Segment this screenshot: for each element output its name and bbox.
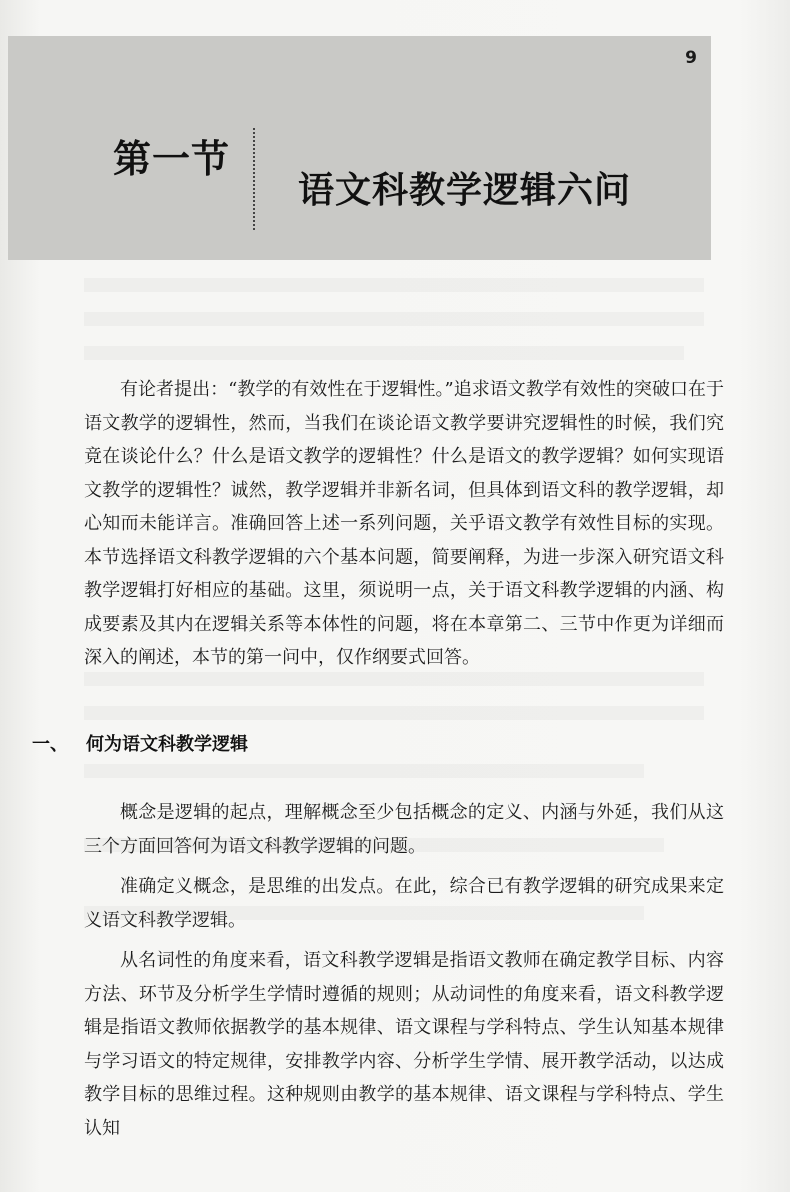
paragraph-4: 从名词性的角度来看，语文科教学逻辑是指语文教师在确定教学目标、内容方法、环节及分析学生学情时遵循的规则；从动词性的角度来看，语文科教学逻辑是指语文教师依据教学的基本规律、语文课程与学科特点、学生认知基本规律与学习语文的特定规律，安排教学内容、分析学生学情、展开教学活动，以达成教学目标的思维过程。这种规则由教学的基本规律、语文课程与学科特点、学生认知 [84, 950, 724, 1139]
chapter-title: 语文科教学逻辑六问 [298, 170, 632, 211]
show-through-line [84, 312, 704, 326]
show-through-line [84, 346, 684, 360]
section-label: 第一节 [113, 137, 231, 181]
subheading [32, 730, 248, 756]
paragraph-3: 准确定义概念，是思维的出发点。在此，综合已有教学逻辑的研究成果来定义语文科教学逻辑。 [84, 876, 724, 931]
paragraph-1: 有论者提出：“教学的有效性在于逻辑性。”追求语文教学有效性的突破口在于语文教学的逻辑性，然而，当我们在谈论语文教学要讲究逻辑性的时候，我们究竟在谈论什么？什么是语文教学的逻辑性？什么是语文的教学逻辑？如何实现语文教学的逻辑性？诚然，教学逻辑并非新名词，但具体到语文科的教学逻辑，却心知而未能详言。准确回答上述一系列问题，关乎语文教学有效性目标的实现。本节选择语文科教学逻辑的六个基本问题，简要阐释，为进一步深入研究语文科教学逻辑打好相应的基础。这里，须说明一点，关于语文科教学逻辑的内涵、构成要素及其内在逻辑关系等本体性的问题，将在本章第二、三节中作更为详细而深入的阐述，本节的第一问中，仅作纲要式回答。 [84, 379, 724, 668]
subheading-text: 何为语文科教学逻辑 [86, 734, 248, 755]
paragraph-block-4 [84, 944, 724, 1145]
page-number: 9 [685, 48, 697, 68]
show-through-line [84, 706, 704, 720]
title-divider [253, 128, 255, 230]
show-through-line [84, 278, 704, 292]
show-through-line [84, 764, 644, 778]
intro-paragraph-block [84, 373, 724, 675]
paragraph-block-3 [84, 870, 724, 937]
chapter-header-band [8, 36, 711, 260]
paragraph-2: 概念是逻辑的起点，理解概念至少包括概念的定义、内涵与外延，我们从这三个方面回答何为语文科教学逻辑的问题。 [84, 802, 724, 857]
paragraph-block-2 [84, 796, 724, 863]
subheading-number: 一、 [32, 734, 68, 755]
